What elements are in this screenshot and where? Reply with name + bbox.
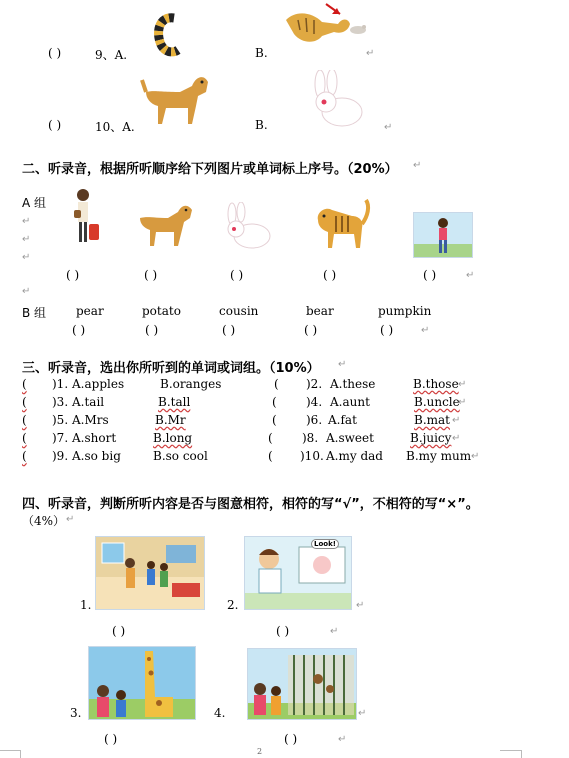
row5-right-num: )10.: [300, 449, 324, 463]
woman-with-suitcase-icon: [70, 188, 102, 248]
row2-right-a: A.aunt: [330, 395, 370, 409]
margin-mark-right-v: [521, 750, 522, 758]
row3-left-num: )5.: [52, 413, 69, 427]
item3-paren: ( ): [104, 732, 118, 746]
giraffe-scene: [88, 646, 196, 720]
section3-title: 三、听录音，选出你所听到的单词或词组。（10%）: [22, 361, 320, 376]
row5-left-paren: (: [22, 449, 27, 463]
row2-right-paren: (: [272, 395, 277, 409]
q9-number: 9、A.: [95, 48, 128, 62]
row5-right-b: B.my mum: [406, 449, 472, 463]
row1-left-b: B.oranges: [160, 377, 222, 391]
item1-number: 1.: [80, 598, 92, 612]
dog-icon: [136, 198, 194, 248]
row2-right-b: B.uncle: [414, 395, 460, 409]
paragraph-mark: ↵: [22, 252, 31, 263]
q9-paren: ( ): [48, 46, 62, 60]
row5-left-num: )9.: [52, 449, 69, 463]
margin-mark-left-v: [20, 750, 21, 758]
row3-right-b: B.mat: [414, 413, 450, 427]
group-b-paren-1: ( ): [72, 323, 86, 337]
paragraph-mark: ↵: [22, 286, 31, 297]
row2-left-num: )3.: [52, 395, 69, 409]
item2-paren: ( ): [276, 624, 290, 638]
group-b-label: B 组: [22, 306, 47, 320]
group-a-paren-1: ( ): [66, 268, 80, 282]
monkey-cage-scene: [247, 648, 357, 720]
paragraph-mark: ↵: [366, 48, 375, 59]
paragraph-mark: ↵: [384, 122, 393, 133]
paragraph-mark: ↵: [471, 451, 480, 462]
row1-left-paren: (: [22, 377, 27, 391]
row2-left-a: A.tail: [72, 395, 105, 409]
row1-left-num: )1.: [52, 377, 69, 391]
paragraph-mark: ↵: [421, 325, 430, 336]
q9-b-label: B.: [255, 46, 268, 60]
paragraph-mark: ↵: [356, 600, 365, 611]
row5-left-a: A.so big: [72, 449, 121, 463]
row2-right-num: )4.: [306, 395, 323, 409]
section4-title: 四、听录音，判断所听内容是否与图意相符，相符的写“√”，不相符的写“×”。: [22, 497, 479, 512]
paragraph-mark: ↵: [413, 160, 422, 171]
section4-title-percent: （4%）: [22, 514, 66, 528]
row4-left-b: B.long: [153, 431, 193, 445]
cat-chasing-mouse-icon: [282, 0, 372, 46]
row3-right-a: A.fat: [328, 413, 357, 427]
row5-left-b: B.so cool: [153, 449, 208, 463]
row2-left-b: B.tall: [158, 395, 191, 409]
paragraph-mark: ↵: [358, 708, 367, 719]
item3-number: 3.: [70, 706, 82, 720]
q10-b-label: B.: [255, 118, 268, 132]
paragraph-mark: ↵: [22, 234, 31, 245]
group-b-paren-3: ( ): [222, 323, 236, 337]
paragraph-mark: ↵: [452, 433, 461, 444]
group-b-paren-2: ( ): [145, 323, 159, 337]
girl-icon: [413, 212, 473, 258]
row3-left-a: A.Mrs: [72, 413, 109, 427]
dog-icon: [140, 66, 212, 128]
item4-paren: ( ): [284, 732, 298, 746]
row3-left-paren: (: [22, 413, 27, 427]
row5-right-a: A.my dad: [326, 449, 383, 463]
row4-right-b: B.juicy: [410, 431, 452, 445]
paragraph-mark: ↵: [338, 734, 347, 745]
tiger-icon: [312, 198, 372, 254]
row4-left-a: A.short: [72, 431, 117, 445]
group-b-word-3: cousin: [219, 304, 259, 318]
rabbit-icon: [306, 70, 364, 128]
paragraph-mark: ↵: [458, 379, 467, 390]
group-b-word-4: bear: [306, 304, 334, 318]
page-number: 2: [257, 747, 263, 756]
item1-paren: ( ): [112, 624, 126, 638]
group-b-paren-4: ( ): [304, 323, 318, 337]
paragraph-mark: ↵: [452, 415, 461, 426]
paragraph-mark: ↵: [466, 270, 475, 281]
rabbit-icon: [220, 202, 272, 250]
group-b-word-2: potato: [142, 304, 181, 318]
row4-right-a: A.sweet: [326, 431, 374, 445]
look-speech-bubble: Look!: [311, 539, 339, 549]
paragraph-mark: ↵: [330, 626, 339, 637]
margin-mark-right: [500, 750, 522, 751]
group-a-paren-2: ( ): [144, 268, 158, 282]
row3-right-paren: (: [272, 413, 277, 427]
item2-number: 2.: [227, 598, 239, 612]
group-b-word-5: pumpkin: [378, 304, 432, 318]
q10-paren: ( ): [48, 118, 62, 132]
paragraph-mark: ↵: [338, 359, 347, 370]
row4-left-paren: (: [22, 431, 27, 445]
section2-title: 二、听录音，根据所听顺序给下列图片或单词标上序号。（20%）: [22, 162, 398, 177]
tiger-tail-icon: [152, 12, 184, 58]
group-b-paren-5: ( ): [380, 323, 394, 337]
row2-left-paren: (: [22, 395, 27, 409]
row1-right-a: A.these: [330, 377, 376, 391]
group-a-paren-5: ( ): [423, 268, 437, 282]
paragraph-mark: ↵: [66, 514, 75, 525]
item4-number: 4.: [214, 706, 226, 720]
row1-right-b: B.those: [413, 377, 459, 391]
group-b-word-1: pear: [76, 304, 104, 318]
row4-left-num: )7.: [52, 431, 69, 445]
group-a-paren-4: ( ): [323, 268, 337, 282]
boy-with-drawing-scene: [244, 536, 352, 610]
row4-right-num: )8.: [302, 431, 319, 445]
row3-left-b: B.Mr: [155, 413, 186, 427]
row1-right-num: )2.: [306, 377, 323, 391]
group-a-paren-3: ( ): [230, 268, 244, 282]
q10-number: 10、A.: [95, 120, 135, 134]
row4-right-paren: (: [268, 431, 273, 445]
row1-left-a: A.apples: [72, 377, 125, 391]
paragraph-mark: ↵: [458, 397, 467, 408]
group-a-label: A 组: [22, 196, 47, 210]
margin-mark-left: [0, 750, 20, 751]
paragraph-mark: ↵: [22, 216, 31, 227]
row5-right-paren: (: [268, 449, 273, 463]
row1-right-paren: (: [274, 377, 279, 391]
classroom-scene: [95, 536, 205, 610]
row3-right-num: )6.: [306, 413, 323, 427]
